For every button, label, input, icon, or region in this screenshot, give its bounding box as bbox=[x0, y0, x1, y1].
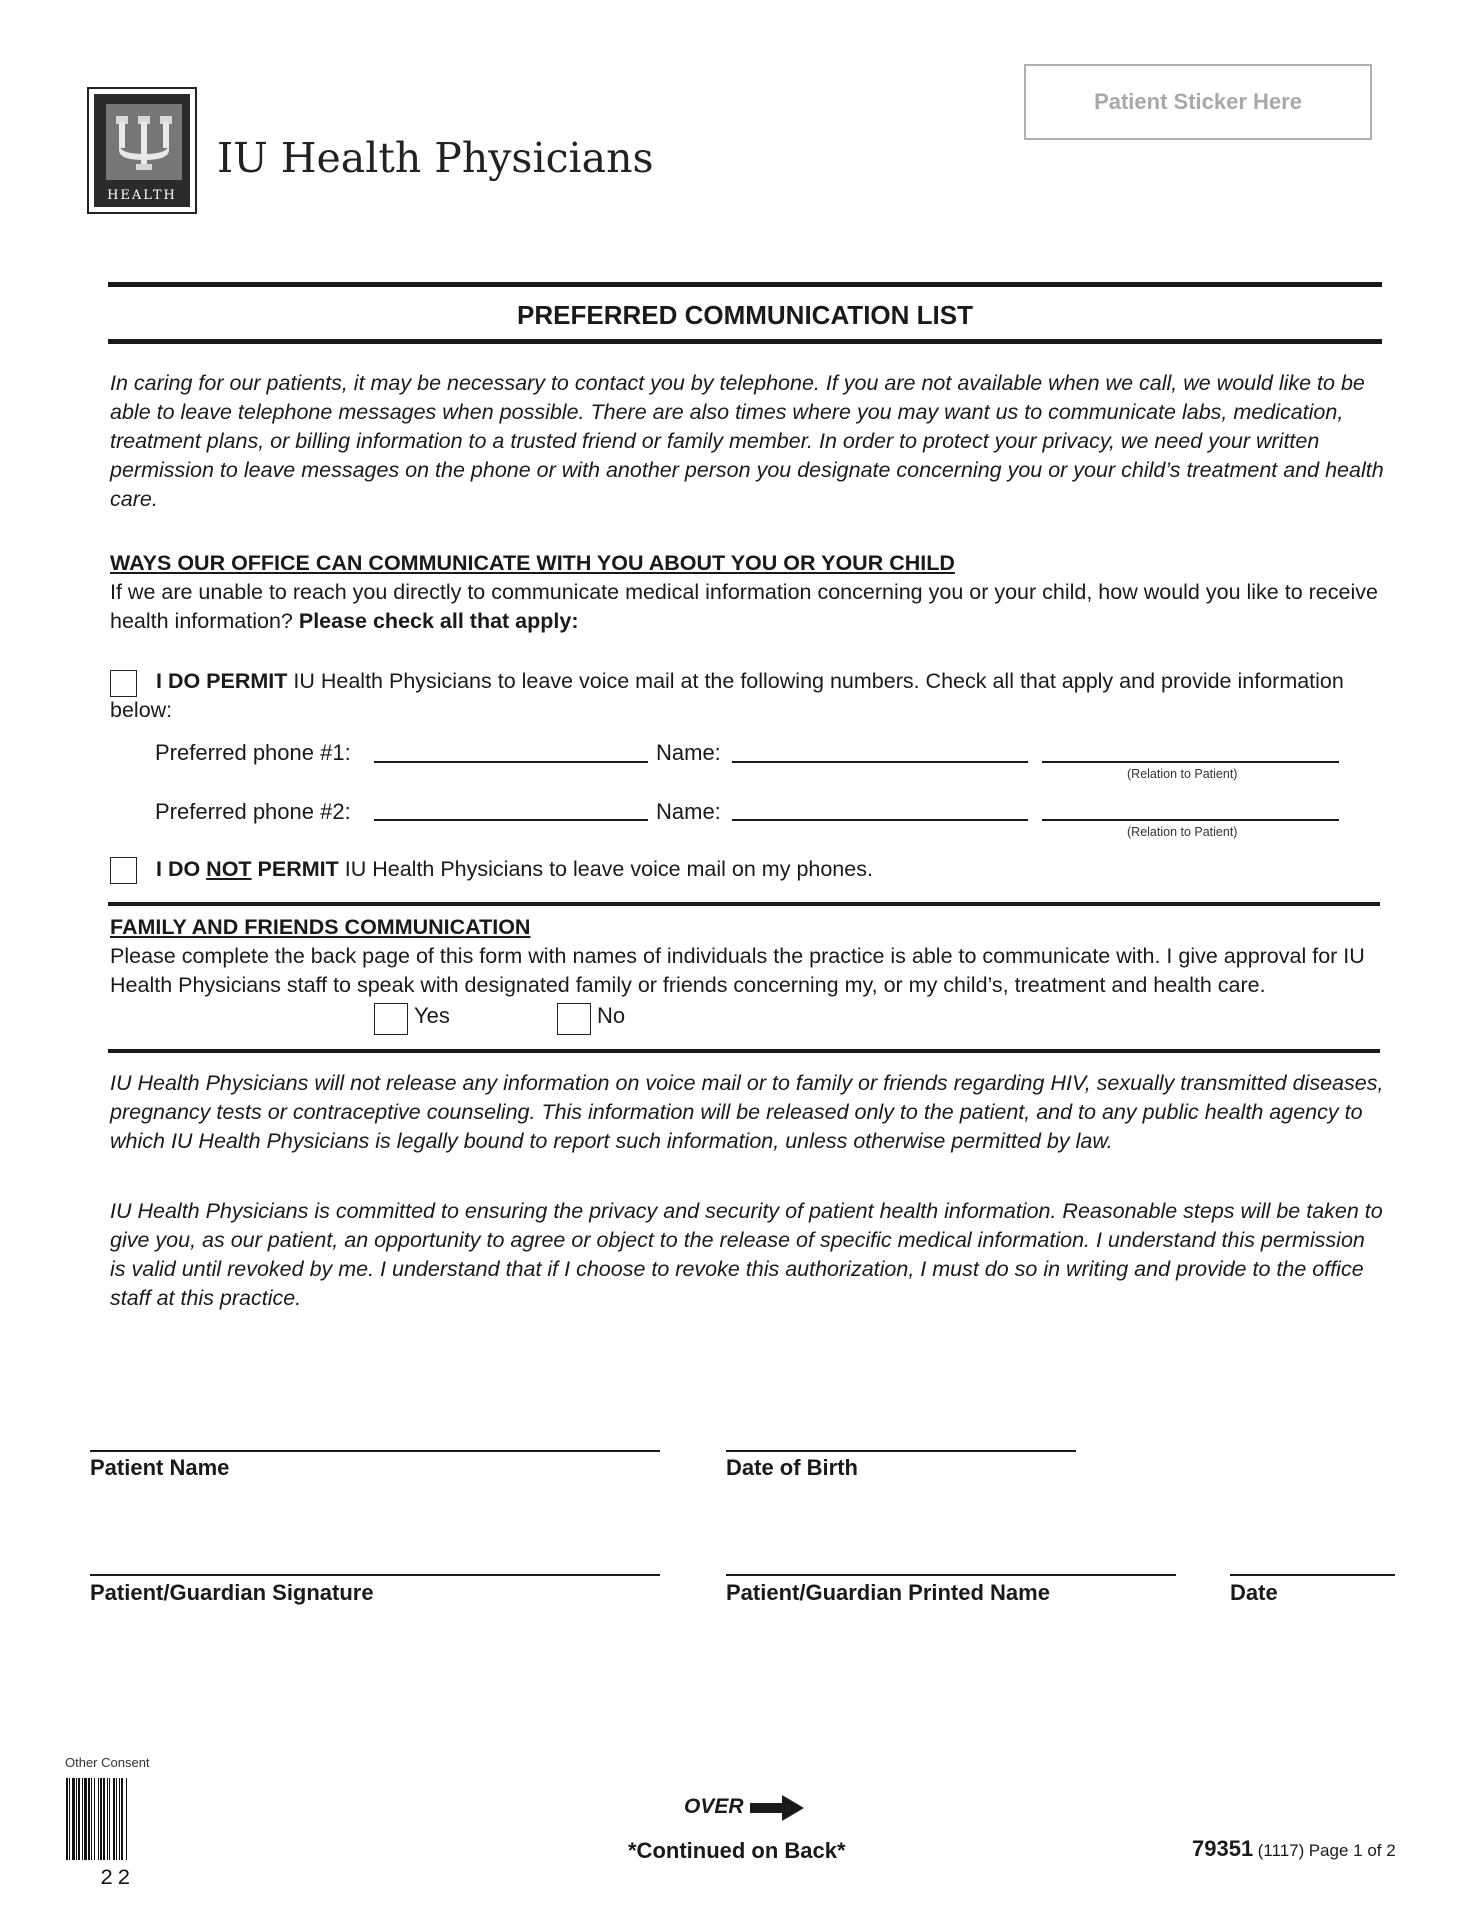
form-category: Other Consent bbox=[65, 1755, 150, 1770]
trident-icon bbox=[106, 104, 182, 180]
disclaimer-sensitive-info: IU Health Physicians will not release any information on voice mail or to family or friends regarding HIV, sexually transmitted diseases, pregnancy tests or contraceptive counseling. This information will be released only to the patient, and to any public health agency to which IU Health Physicians is legally bound to report such information, unless otherwise permitted by law. bbox=[110, 1071, 1384, 1153]
barcode-bar bbox=[127, 1778, 128, 1860]
title-bottom-rule bbox=[108, 339, 1382, 344]
phone1-label: Preferred phone #1: bbox=[155, 740, 351, 765]
ways-section bbox=[110, 549, 1384, 636]
phone1-input[interactable] bbox=[374, 761, 648, 763]
phone1-relation-input[interactable] bbox=[1042, 761, 1339, 763]
patient-name-line[interactable] bbox=[90, 1450, 660, 1452]
ways-text-bold: Please check all that apply: bbox=[298, 609, 579, 633]
date-line[interactable] bbox=[1230, 1574, 1395, 1576]
phone1-name-input[interactable] bbox=[732, 761, 1028, 763]
ways-text bbox=[110, 578, 1384, 636]
ways-heading: WAYS OUR OFFICE CAN COMMUNICATE WITH YOU ABOUT YOU OR YOUR CHILD bbox=[110, 551, 955, 575]
iu-health-logo bbox=[87, 87, 197, 214]
not-permit-statement bbox=[156, 855, 1356, 884]
permit-statement bbox=[110, 667, 1384, 725]
family-no-label: No bbox=[597, 1003, 626, 1028]
not-permit-text: IU Health Physicians to leave voice mail on my phones. bbox=[344, 857, 873, 881]
family-yes-checkbox[interactable] bbox=[374, 1003, 408, 1035]
guardian-signature-label: Patient/Guardian Signature bbox=[90, 1580, 374, 1605]
guardian-printed-name-line[interactable] bbox=[726, 1574, 1176, 1576]
family-yes-label: Yes bbox=[414, 1003, 450, 1028]
title-top-rule bbox=[108, 282, 1382, 287]
sticker-label: Patient Sticker Here bbox=[1094, 89, 1302, 114]
brand-name: IU Health Physicians bbox=[217, 134, 654, 182]
not-permit-bold-b: PERMIT bbox=[251, 857, 339, 881]
disclaimer-privacy: IU Health Physicians is committed to ensuring the privacy and security of patient health information. Reasonable steps will be taken to give you, as our patient, an opportunity to agree or object to the release of specific medical information. I understand this permission is valid until revoked by me. I understand that if I choose to revoke this authorization, I must do so in writing and provide to the office staff at this practice. bbox=[110, 1199, 1383, 1310]
form-number: 79351 bbox=[1192, 1836, 1254, 1861]
dob-line[interactable] bbox=[726, 1450, 1076, 1452]
phone2-name-input[interactable] bbox=[732, 819, 1028, 821]
form-id bbox=[1192, 1836, 1396, 1862]
page-title: PREFERRED COMMUNICATION LIST bbox=[517, 300, 973, 330]
patient-name-label: Patient Name bbox=[90, 1455, 230, 1480]
phone2-input[interactable] bbox=[374, 819, 648, 821]
family-heading: FAMILY AND FRIENDS COMMUNICATION bbox=[110, 915, 531, 939]
family-top-rule bbox=[108, 902, 1380, 906]
phone2-relation-label: (Relation to Patient) bbox=[1127, 825, 1238, 839]
phone2-relation-input[interactable] bbox=[1042, 819, 1339, 821]
family-no-checkbox[interactable] bbox=[557, 1003, 591, 1035]
right-arrow-icon bbox=[748, 1793, 806, 1823]
not-permit-not: NOT bbox=[206, 857, 252, 881]
permit-bold: I DO PERMIT bbox=[156, 669, 288, 693]
over-label: OVER bbox=[684, 1795, 744, 1818]
ways-text-body: If we are unable to reach you directly to communicate medical information concerning you or your child, how would you like to receive health information? bbox=[110, 580, 1378, 633]
phone1-name-label: Name: bbox=[656, 740, 721, 765]
family-bottom-rule bbox=[108, 1049, 1380, 1053]
phone2-label: Preferred phone #2: bbox=[155, 799, 351, 824]
family-text: Please complete the back page of this form with names of individuals the practice is able to communicate with. I give approval for IU Health Physicians staff to speak with designated family or friends concerning my, or my child’s, treatment and health care. bbox=[110, 944, 1365, 997]
barcode-number: 22 bbox=[100, 1866, 135, 1891]
logo-wordmark: HEALTH bbox=[107, 188, 177, 203]
barcode bbox=[66, 1778, 160, 1860]
form-revision: (1117) bbox=[1257, 1841, 1305, 1860]
phone2-name-label: Name: bbox=[656, 799, 721, 824]
page-indicator: Page 1 of 2 bbox=[1308, 1841, 1396, 1860]
not-permit-voicemail-checkbox[interactable] bbox=[110, 857, 137, 884]
phone1-relation-label: (Relation to Patient) bbox=[1127, 767, 1238, 781]
continued-on-back: *Continued on Back* bbox=[628, 1838, 846, 1863]
not-permit-bold-a: I DO bbox=[156, 857, 207, 881]
guardian-printed-name-label: Patient/Guardian Printed Name bbox=[726, 1580, 1050, 1605]
date-label: Date bbox=[1230, 1580, 1278, 1605]
dob-label: Date of Birth bbox=[726, 1455, 858, 1480]
guardian-signature-line[interactable] bbox=[90, 1574, 660, 1576]
patient-sticker-box bbox=[1024, 64, 1372, 140]
permit-text: IU Health Physicians to leave voice mail at the following numbers. Check all that apply and provide information below: bbox=[110, 669, 1344, 722]
intro-paragraph: In caring for our patients, it may be necessary to contact you by telephone. If you are not available when we call, we would like to be able to leave telephone messages when possible. There are also times where you may want us to communicate labs, medication, treatment plans, or billing information to a trusted friend or family member. In order to protect your privacy, we need your written permission to leave messages on the phone or with another person you designate concerning you or your child’s treatment and health care. bbox=[110, 371, 1384, 511]
family-section bbox=[110, 913, 1384, 1000]
